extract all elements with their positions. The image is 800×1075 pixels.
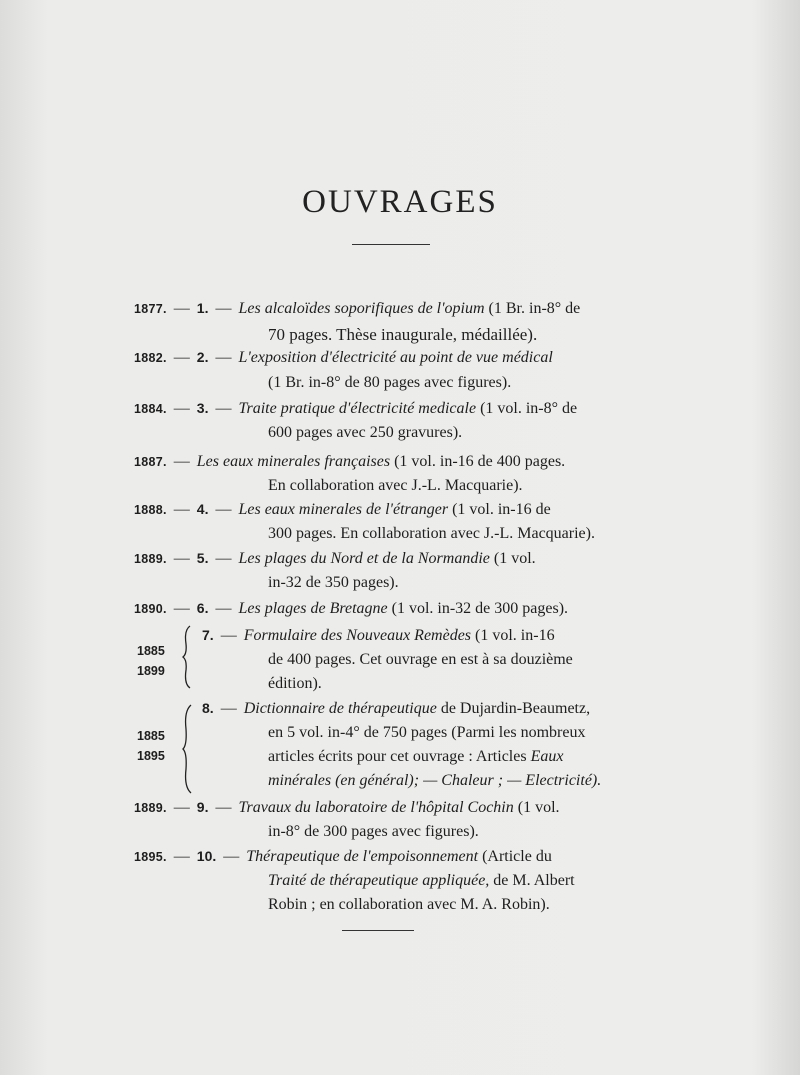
entry-9-line-1: 1889. — 9. — Travaux du laboratoire de l'hôpital Cochin (1 vol.: [134, 799, 560, 816]
entry-10-line-2: Traité de thérapeutique appliquée, de M. Albert: [268, 872, 575, 889]
entry-10-line-1: 1895. — 10. — Thérapeutique de l'empoisonnement (Article du: [134, 848, 552, 865]
page-title: OUVRAGES: [302, 184, 498, 220]
entry-8-line-3: articles écrits pour cet ouvrage : Articles Eaux: [268, 748, 564, 765]
title-rule: [352, 244, 430, 245]
entry-3-line-1: 1884. — 3. — Traite pratique d'électricité medicale (1 vol. in-8° de: [134, 400, 578, 417]
entry-8-line-1: 8. — Dictionnaire de thérapeutique de Dujardin-Beaumetz,: [202, 700, 591, 717]
entry-year: 1877.: [134, 302, 167, 316]
entry-title: Les plages du Nord et de la Normandie: [238, 550, 490, 567]
brace-8-icon: [180, 703, 194, 795]
entry-title: Les eaux minerales de l'étranger: [238, 501, 449, 518]
entry-7-line-1: 7. — Formulaire des Nouveaux Remèdes (1 vol. in-16: [202, 627, 555, 644]
entry-1887-line-2: En collaboration avec J.-L. Macquarie).: [268, 477, 523, 494]
entry-8-line-4: minérales (en général); — Chaleur ; — Electricité).: [268, 772, 602, 789]
end-rule: [342, 930, 414, 931]
entry-title: Travaux du laboratoire de l'hôpital Cochin: [238, 799, 514, 816]
entry-8-years: 1885 1895: [137, 729, 165, 763]
entry-10-line-3: Robin ; en collaboration avec M. A. Robin).: [268, 896, 550, 913]
entry-1-line-2: 70 pages. Thèse inaugurale, médaillée).: [268, 325, 538, 344]
entry-7-line-3: édition).: [268, 675, 322, 692]
entry-4-line-2: 300 pages. En collaboration avec J.-L. Macquarie).: [268, 525, 595, 542]
brace-7-icon: [180, 624, 194, 690]
entry-title: Formulaire des Nouveaux Remèdes: [243, 627, 472, 644]
entry-2-line-1: 1882. — 2. — L'exposition d'électricité au point de vue médical: [134, 349, 553, 366]
entry-title: Traite pratique d'électricité medicale: [238, 400, 477, 417]
entry-2-line-2: (1 Br. in-8° de 80 pages avec figures).: [268, 374, 512, 391]
entry-title: Les alcaloïdes soporifiques de l'opium: [238, 300, 485, 317]
entry-1887-line-1: 1887. — Les eaux minerales françaises (1 vol. in-16 de 400 pages.: [134, 453, 566, 470]
entry-title: Dictionnaire de thérapeutique: [243, 700, 437, 717]
entry-title: Les plages de Bretagne: [238, 600, 388, 617]
entry-4-line-1: 1888. — 4. — Les eaux minerales de l'étranger (1 vol. in-16 de: [134, 501, 551, 518]
entry-title: Les eaux minerales françaises: [196, 453, 391, 470]
entry-6-line-1: 1890. — 6. — Les plages de Bretagne (1 vol. in-32 de 300 pages).: [134, 600, 569, 617]
entry-5-line-1: 1889. — 5. — Les plages du Nord et de la Normandie (1 vol.: [134, 550, 536, 567]
entry-number: 1.: [196, 300, 209, 316]
entry-7-years: 1885 1899: [137, 644, 165, 678]
entry-title: Thérapeutique de l'empoisonnement: [246, 848, 479, 865]
entry-1-line-1: 1877. — 1. — Les alcaloïdes soporifiques de l'opium (1 Br. in-8° de: [134, 300, 581, 317]
entry-9-line-2: in-8° de 300 pages avec figures).: [268, 823, 479, 840]
entry-title: L'exposition d'électricité au point de vue médical: [238, 349, 553, 366]
entry-5-line-2: in-32 de 350 pages).: [268, 574, 399, 591]
entry-3-line-2: 600 pages avec 250 gravures).: [268, 424, 463, 441]
entry-7-line-2: de 400 pages. Cet ouvrage en est à sa douzième: [268, 651, 573, 668]
entry-8-line-2: en 5 vol. in-4° de 750 pages (Parmi les nombreux: [268, 724, 586, 741]
